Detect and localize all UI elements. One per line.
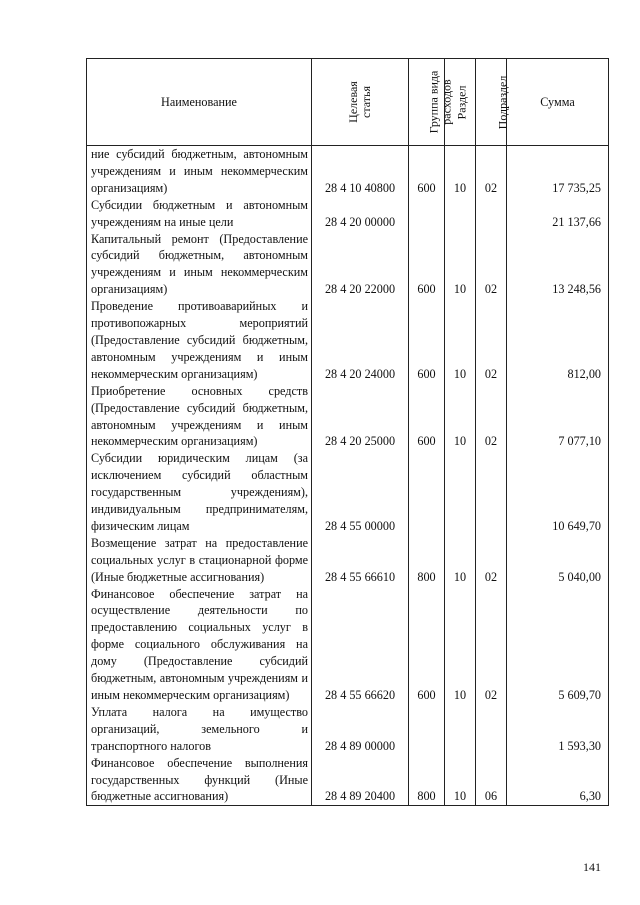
- table-row: [87, 586, 609, 704]
- cell-target: 28 4 55 66610: [312, 535, 409, 586]
- cell-section: [445, 704, 476, 755]
- header-target: [312, 59, 409, 146]
- cell-group: [409, 197, 445, 231]
- cell-name: Субсидии бюджетным и автономным учреждениям на иные цели: [87, 197, 312, 231]
- table-row: [87, 383, 609, 451]
- cell-target: 28 4 89 00000: [312, 704, 409, 755]
- header-subsection: Подраздел: [476, 59, 507, 146]
- cell-subsection: 02: [476, 586, 507, 704]
- table-row: [87, 231, 609, 299]
- cell-name: Финансовое обеспечение выполнения государственных функций (Иные бюджетные ассигнования): [87, 755, 312, 806]
- cell-section: 10: [445, 383, 476, 451]
- cell-sum: 5 040,00: [507, 535, 609, 586]
- cell-group: 600: [409, 146, 445, 197]
- cell-sum: 7 077,10: [507, 383, 609, 451]
- cell-target: 28 4 20 25000: [312, 383, 409, 451]
- cell-group: 600: [409, 383, 445, 451]
- cell-group: 600: [409, 231, 445, 299]
- cell-target: 28 4 20 24000: [312, 298, 409, 383]
- cell-target: 28 4 55 66620: [312, 586, 409, 704]
- cell-name: Проведение противоаварийных и противопожарных мероприятий (Предоставление субсидий бюджетным, автономным учреждениям и иным некоммерческим организациям): [87, 298, 312, 383]
- cell-sum: 13 248,56: [507, 231, 609, 299]
- table-body: [87, 146, 609, 806]
- cell-subsection: 02: [476, 298, 507, 383]
- cell-subsection: 02: [476, 231, 507, 299]
- table-row: [87, 704, 609, 755]
- cell-target: 28 4 20 22000: [312, 231, 409, 299]
- cell-section: [445, 450, 476, 535]
- cell-group: [409, 704, 445, 755]
- cell-subsection: 06: [476, 755, 507, 806]
- cell-subsection: [476, 704, 507, 755]
- cell-name: Субсидии юридическим лицам (за исключением субсидий областным государственным учреждениям), индивидуальным предпринимателям, физическим лицам: [87, 450, 312, 535]
- cell-sum: 812,00: [507, 298, 609, 383]
- cell-sum: 21 137,66: [507, 197, 609, 231]
- table-row: [87, 197, 609, 231]
- cell-group: 800: [409, 755, 445, 806]
- cell-subsection: 02: [476, 146, 507, 197]
- cell-group: 600: [409, 586, 445, 704]
- cell-section: 10: [445, 535, 476, 586]
- cell-section: 10: [445, 231, 476, 299]
- table-row: [87, 298, 609, 383]
- header-name: Наименование: [87, 59, 312, 146]
- header-target-label: Целевая статья: [345, 80, 373, 123]
- cell-name: Возмещение затрат на предоставление социальных услуг в стационарной форме (Иные бюджетные ассигнования): [87, 535, 312, 586]
- cell-group: 600: [409, 298, 445, 383]
- cell-name: Капитальный ремонт (Предоставление субсидий бюджетным, автономным учреждениям и иным некоммерческим организациям): [87, 231, 312, 299]
- cell-section: 10: [445, 298, 476, 383]
- cell-section: 10: [445, 755, 476, 806]
- cell-section: [445, 197, 476, 231]
- cell-section: 10: [445, 586, 476, 704]
- header-row: [87, 59, 609, 146]
- header-section: Раздел: [445, 59, 476, 146]
- cell-target: 28 4 55 00000: [312, 450, 409, 535]
- cell-name: Приобретение основных средств (Предоставление субсидий бюджетным, автономным учреждениям и иным некоммерческим организациям): [87, 383, 312, 451]
- cell-sum: 1 593,30: [507, 704, 609, 755]
- cell-section: 10: [445, 146, 476, 197]
- cell-group: 800: [409, 535, 445, 586]
- header-group-label: Группа вида расходов: [426, 70, 454, 133]
- table-row: [87, 450, 609, 535]
- cell-subsection: 02: [476, 383, 507, 451]
- table-row: [87, 535, 609, 586]
- table-row: [87, 755, 609, 806]
- cell-name: Уплата налога на имущество организаций, земельного и транспортного налогов: [87, 704, 312, 755]
- header-sum: Сумма: [507, 59, 609, 146]
- cell-sum: 10 649,70: [507, 450, 609, 535]
- table-row: [87, 146, 609, 197]
- cell-target: 28 4 89 20400: [312, 755, 409, 806]
- cell-sum: 5 609,70: [507, 586, 609, 704]
- cell-name: ние субсидий бюджетным, автономным учреждениям и иным некоммерческим организациям): [87, 146, 312, 197]
- cell-sum: 6,30: [507, 755, 609, 806]
- budget-table: [86, 58, 609, 806]
- page-number: 141: [583, 860, 601, 874]
- cell-subsection: [476, 450, 507, 535]
- cell-subsection: 02: [476, 535, 507, 586]
- cell-sum: 17 735,25: [507, 146, 609, 197]
- cell-name: Финансовое обеспечение затрат на осуществление деятельности по предоставлению социальных услуг в форме социального обслуживания на дому (Предоставление субсидий бюджетным, автономным учреждениям и иным некоммерческим организациям): [87, 586, 312, 704]
- cell-target: 28 4 10 40800: [312, 146, 409, 197]
- cell-subsection: [476, 197, 507, 231]
- header-group: [409, 59, 454, 146]
- cell-group: [409, 450, 445, 535]
- cell-target: 28 4 20 00000: [312, 197, 409, 231]
